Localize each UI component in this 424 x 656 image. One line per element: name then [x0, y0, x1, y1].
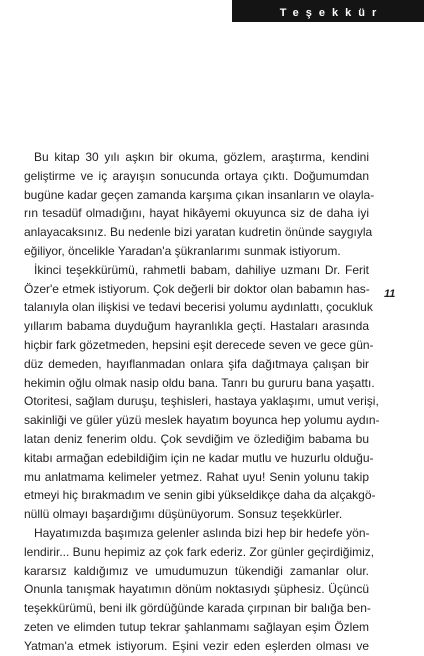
- text-line: Onunla tanışmak hayatımın dönüm noktasıydı şüphesiz. Üçüncü: [24, 582, 369, 597]
- text-line: geliştirme ve iç arayışın sonucunda ortaya çıktı. Doğumumdan: [24, 168, 369, 183]
- text-line: hekimin oğlu olmak nasip oldu bana. Tanrı bu gururu bana yaşattı.: [24, 375, 375, 390]
- body-text: [24, 148, 380, 656]
- text-line: İkinci teşekkürümü, rahmetli babam, dahiliye uzmanı Dr. Ferit: [34, 262, 369, 277]
- text-line: yıllarım babama duyduğum hayranlıkla geçti. Hastaları arasında: [24, 319, 369, 334]
- text-line: Yatman'a etmek istiyorum. Eşini vezir eden eşlerden olması ve: [24, 638, 369, 653]
- text-line: Özer'e etmek istiyorum. Çok değerli bir doktor olan babamın has-: [24, 281, 370, 296]
- paragraph-1: [24, 148, 375, 261]
- text-line: bugüne kadar geçen zamanda karşıma çıkan insanların ve olayla-: [24, 187, 375, 202]
- text-line: düz demeden, hayıflanmadan onlara şifa dağıtmaya çalışan bir: [24, 356, 369, 371]
- page-number: 11: [384, 288, 396, 300]
- text-line: nüllü olmayı başardığımı düşünüyorum. Sonsuz teşekkürler.: [24, 507, 343, 522]
- paragraph-2: [24, 261, 380, 524]
- text-line: lendirir... Bunu hepimiz az çok fark ederiz. Zor günler geçirdiğimiz,: [24, 544, 375, 559]
- chapter-header-bar: [232, 0, 424, 22]
- text-line: anlayacaksınız. Bu nedenle bizi yaratan kudretin önünde saygıyla: [24, 225, 373, 240]
- text-line: kitabı armağan edebildiğim için ne kadar mutlu ve huzurlu olduğu-: [24, 450, 374, 465]
- text-line: zeten ve elimden tutup tekrar şahlanmamı sağlayan eşim Özlem: [24, 619, 369, 634]
- text-line: latan deniz fenerim oldu. Çok sevdiğim ve özlediğim babama bu: [24, 431, 369, 446]
- text-line: etmeyi hiç bırakmadım ve senin gibi yükseldikçe daha da alçakgö-: [24, 488, 376, 503]
- chapter-title: Teşekkür: [279, 6, 384, 19]
- text-line: talanıyla olan ilişkisi ve tedavi becerisi yolumu aydınlattı, çocukluk: [24, 300, 373, 315]
- text-line: Bu kitap 30 yılı aşkın bir okuma, gözlem, araştırma, kendini: [34, 150, 369, 164]
- text-line: teşekkürümü, beni ilk gördüğünde karada çırpınan bir balığa ben-: [24, 601, 371, 616]
- text-line: mu anlatmama kelimeler yetmez. Rahat uyu! Senin yolunu takip: [24, 469, 369, 484]
- paragraph-3: [24, 524, 375, 656]
- text-line: Otoritesi, sağlam duruşu, teşhisleri, hastaya yaklaşımı, umut verişi,: [24, 394, 379, 409]
- text-line: Hayatımızda başımıza gelenler aslında bizi hep bir hedefe yön-: [34, 525, 370, 540]
- text-line: rın tesadüf olmadığını, hayat hikâyemi okuyunca siz de daha iyi: [24, 206, 369, 221]
- text-line: eğiliyor, öncelikle Yaradan'a şükranlarımı sunmak istiyorum.: [24, 243, 341, 258]
- text-line: sakinliği ve güler yüzü meslek hayatım boyunca hep yolumu aydın-: [24, 413, 380, 428]
- text-line: kararsız kaldığımız ve umudumuzun tükendiği zamanlar olur.: [24, 563, 369, 578]
- text-line: hiçbir fark gözetmeden, hepsini eşit derecede seven ve gece gün-: [24, 337, 374, 352]
